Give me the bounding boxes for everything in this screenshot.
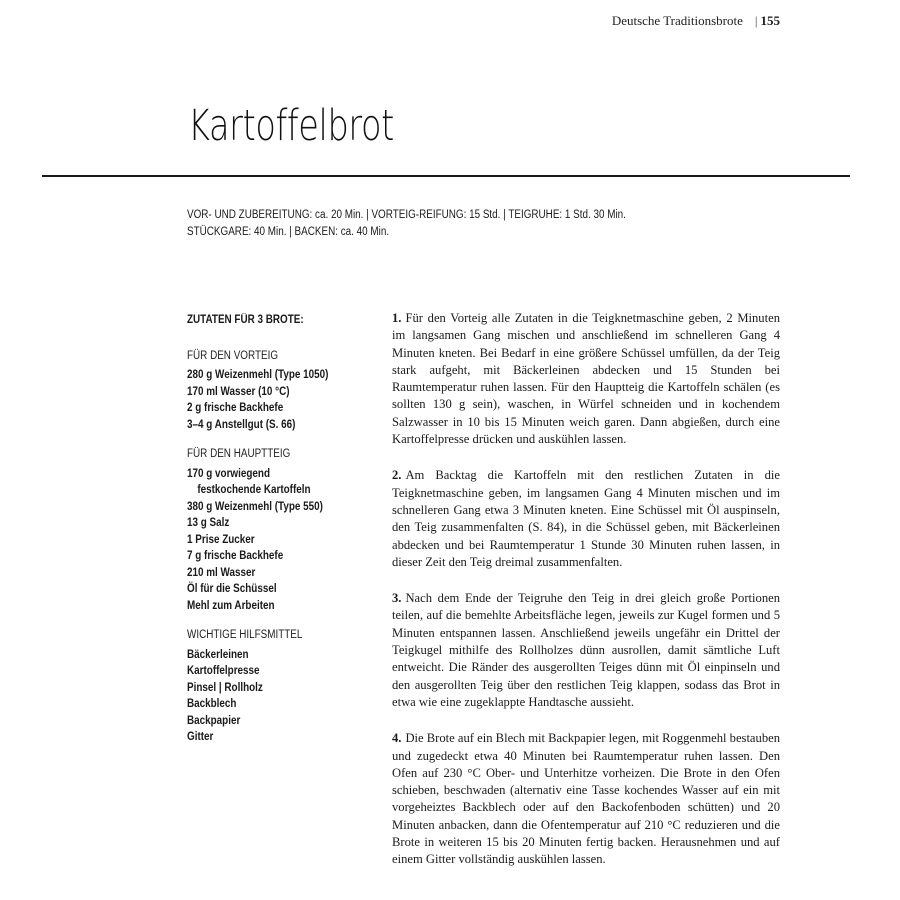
group-title-vorteig: FÜR DEN VORTEIG xyxy=(187,349,279,362)
ingredient-item: 170 ml Wasser (10 °C) xyxy=(187,385,290,398)
tool-item: Backpapier xyxy=(187,714,241,727)
running-head-separator: | xyxy=(754,13,758,28)
ingredients-heading: ZUTATEN FÜR 3 BROTE: xyxy=(187,314,304,326)
ingredient-item-indent: festkochende Kartoffeln xyxy=(197,484,311,496)
ingredient-item: 13 g Salz xyxy=(187,517,230,529)
running-head xyxy=(612,13,780,29)
step-number: 3. xyxy=(392,591,402,606)
tool-item: Bäckerleinen xyxy=(187,648,249,661)
ingredient-item: Mehl zum Arbeiten xyxy=(187,599,275,612)
tool-item: Pinsel | Rollholz xyxy=(187,681,263,694)
ingredient-item: 170 g vorwiegend xyxy=(187,467,271,480)
ingredient-item: 3–4 g Anstellgut (S. 66) xyxy=(187,418,296,431)
ingredient-item: 380 g Weizenmehl (Type 550) xyxy=(187,500,323,513)
step-2 xyxy=(392,467,780,571)
tool-item: Gitter xyxy=(187,731,214,743)
ingredient-item-continuation xyxy=(187,482,350,499)
title-divider xyxy=(42,175,850,177)
group-title-hauptteig: FÜR DEN HAUPTTEIG xyxy=(187,448,291,460)
group-title-hilfsmittel: WICHTIGE HILFSMITTEL xyxy=(187,629,303,641)
step-text: Die Brote auf ein Blech mit Backpapier legen, mit Roggenmehl bestauben und zugedeckt etwa 40 Minuten bei Raumtemperatur ruhen lassen. Den Ofen auf 230 °C Ober- und Unterhitze vorheizen. Die Brote in den Ofen schieben, beschwaden (alternativ eine Tasse kochendes Wasser auf ein mit vorgeheiztes Backblech oder auf den Backofenboden schütten) und 20 Minuten anbacken, dann die Ofentemperatur auf 210 °C reduzieren und die Brote in weiteren 15 bis 20 Minuten fertig backen. Herausnehmen und auf einem Gitter vollständig auskühlen lassen. xyxy=(392,731,781,867)
page-number: 155 xyxy=(760,13,780,28)
tool-item: Kartoffelpresse xyxy=(187,665,260,677)
instructions-column xyxy=(392,310,780,888)
step-text: Nach dem Ende der Teigruhe den Teig in drei gleich große Portionen teilen, auf die bemehlte Arbeitsfläche legen, jeweils zur Kugel formen und 5 Minuten entspannen lassen. Anschließend jeweils ungefähr ein Drittel der Teigkugel mithilfe des Rollholzes dünn ausrollen, damit sämtliche Luft entweicht. Die Ränder des ausgerollten Teiges dünn mit Öl einpinseln und den ausgerollten Teig über den restlichen Teig klappen, sodass das Brot in etwa wie eine zugeklappte Handtasche aussieht. xyxy=(392,591,780,709)
step-number: 4. xyxy=(392,731,402,746)
timing-line-2: STÜCKGARE: 40 Min. | BACKEN: ca. 40 Min. xyxy=(187,226,390,238)
ingredient-list-vorteig xyxy=(187,367,350,433)
ingredient-item: Öl für die Schüssel xyxy=(187,583,277,595)
ingredient-item: 280 g Weizenmehl (Type 1050) xyxy=(187,369,329,381)
ingredients-column xyxy=(187,312,350,759)
step-4 xyxy=(392,730,780,868)
ingredient-item: 2 g frische Backhefe xyxy=(187,402,284,414)
recipe-title: Kartoffelbrot xyxy=(188,101,394,151)
step-number: 1. xyxy=(392,311,402,325)
step-number: 2. xyxy=(392,468,402,483)
tool-item: Backblech xyxy=(187,698,237,710)
step-text: Am Backtag die Kartoffeln mit den restlichen Zutaten in die Teigknetmaschine geben, im langsamen Gang 4 Minuten mischen und im schnelleren Gang etwa 3 Minuten kneten. Eine Schüssel mit Öl auspinseln, den Teig zusammenfalten (S. 84), in die Schüssel geben, mit Bäckerleinen abdecken und bei Raumtemperatur 1 Stunde 30 Minuten ruhen lassen, in dieser Zeit den Teig dreimal zusammenfalten. xyxy=(392,468,780,569)
ingredient-item: 1 Prise Zucker xyxy=(187,533,255,546)
tool-list xyxy=(187,647,350,746)
timing-line-1: VOR- UND ZUBEREITUNG: ca. 20 Min. | VORTEIG-REIFUNG: 15 Std. | TEIGRUHE: 1 Std. 30 Min. xyxy=(187,209,626,221)
chapter-title: Deutsche Traditionsbrote xyxy=(611,13,743,28)
step-text: Für den Vorteig alle Zutaten in die Teigknetmaschine geben, 2 Minuten im langsamen Gang mischen und anschließend im schnelleren Gang 4 Minuten kneten. Bei Bedarf in eine größere Schüssel umfüllen, da der Teig stark aufgeht, mit Bäckerleinen abdecken und 15 Stunden bei Raumtemperatur ruhen lassen. Für den Hauptteig die Kartoffeln schälen (es sollten 130 g sein), waschen, in Würfel schneiden und in kochendem Salzwasser in 10 bis 15 Minuten weich garen. Dann abgießen, durch eine Kartoffelpresse drücken und auskühlen lassen. xyxy=(392,311,780,447)
ingredient-item: 210 ml Wasser xyxy=(187,566,256,579)
ingredient-list-hauptteig xyxy=(187,466,350,615)
step-3 xyxy=(392,590,780,711)
ingredient-item: 7 g frische Backhefe xyxy=(187,550,284,562)
step-1 xyxy=(392,310,780,448)
recipe-timing-info xyxy=(187,207,626,241)
